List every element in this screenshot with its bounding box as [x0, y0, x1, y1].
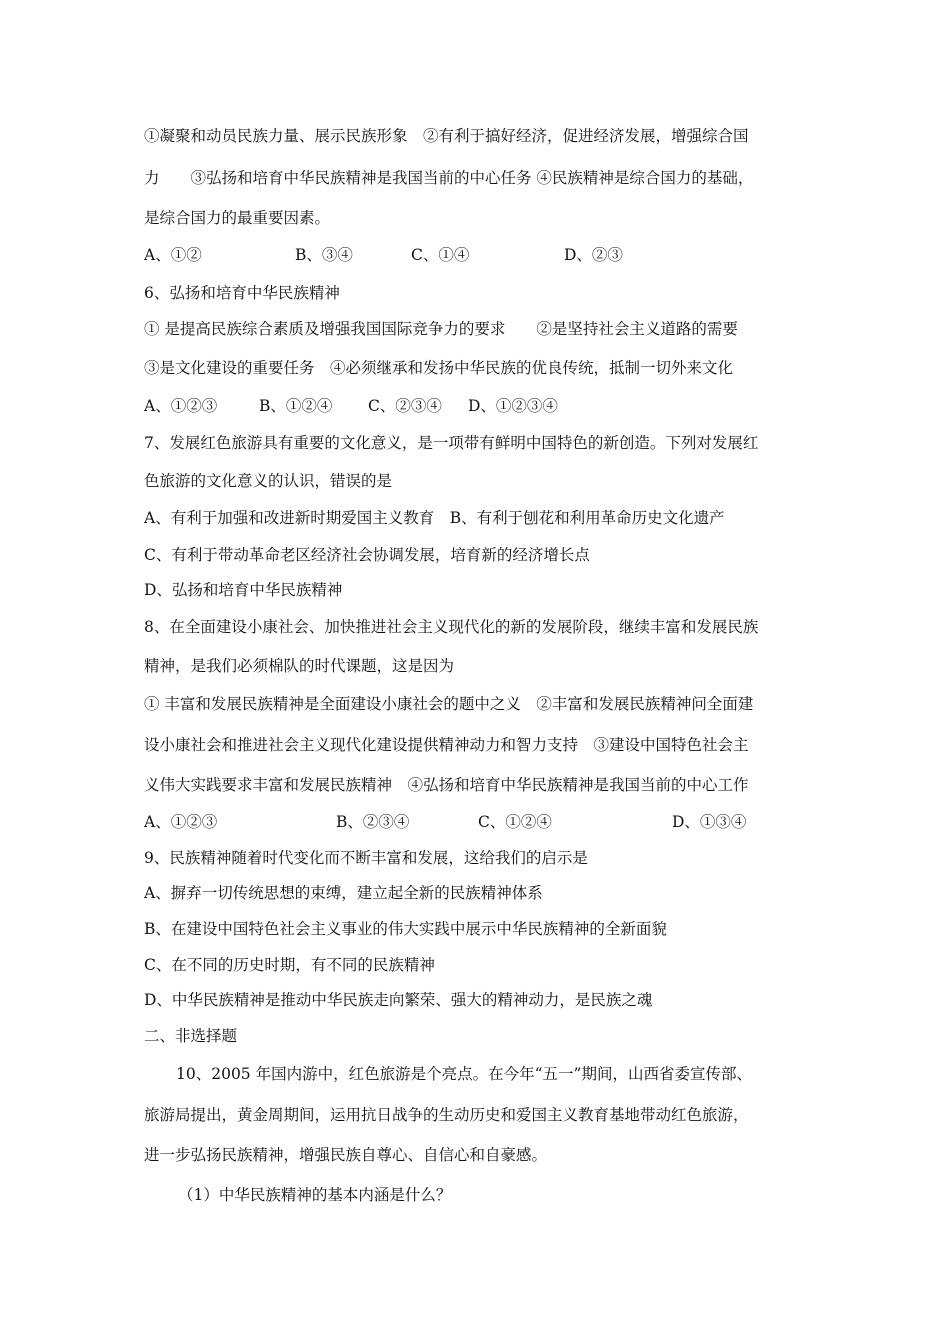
- q8-options: [144, 812, 810, 832]
- q5-statement-line-1: ①凝聚和动员民族力量、展示民族形象 ②有利于搞好经济，促进经济发展，增强综合国: [144, 127, 749, 145]
- q6-statement-line-1: ① 是提高民族综合素质及增强我国国际竞争力的要求 ②是坚持社会主义道路的需要: [144, 320, 738, 338]
- q6-statement-line-2: ③是文化建设的重要任务 ④必须继承和发扬中华民族的优良传统，抵制一切外来文化: [144, 359, 734, 377]
- q6-option-c: C、②③④: [368, 397, 442, 415]
- q10-stem-line-3: 进一步弘扬民族精神，增强民族自尊心、自信心和自豪感。: [144, 1146, 548, 1164]
- q8-stem-line-2: 精神，是我们必须棉队的时代课题，这是因为: [144, 657, 455, 675]
- q7-option-c: C、有利于带动革命老区经济社会协调发展，培育新的经济增长点: [144, 546, 590, 564]
- q8-option-d: D、①③④: [672, 813, 747, 831]
- q8-statement-line-3: 义伟大实践要求丰富和发展民族精神 ④弘扬和培育中华民族精神是我国当前的中心工作: [144, 776, 749, 794]
- q8-statement-line-1: ① 丰富和发展民族精神是全面建设小康社会的题中之义 ②丰富和发展民族精神问全面建: [144, 695, 754, 713]
- q8-statement-line-2: 设小康社会和推进社会主义现代化建设提供精神动力和智力支持 ③建设中国特色社会主: [144, 736, 749, 754]
- q7-stem-line-2: 色旅游的文化意义的认识，错误的是: [144, 472, 393, 490]
- q8-option-c: C、①②④: [478, 813, 552, 831]
- q6-options: [144, 396, 810, 416]
- q7-stem-line-1: 7、发展红色旅游具有重要的文化意义，是一项带有鲜明中国特色的新创造。下列对发展红: [144, 434, 759, 452]
- q9-option-c: C、在不同的历史时期，有不同的民族精神: [144, 956, 435, 974]
- q10-stem-line-2: 旅游局提出，黄金周期间，运用抗日战争的生动历史和爱国主义教育基地带动红色旅游，: [144, 1106, 749, 1124]
- q5-options: [144, 245, 810, 265]
- q6-stem: 6、弘扬和培育中华民族精神: [144, 284, 340, 302]
- q8-stem-line-1: 8、在全面建设小康社会、加快推进社会主义现代化的新的发展阶段，继续丰富和发展民族: [144, 618, 759, 636]
- q6-option-b: B、①②④: [259, 397, 333, 415]
- q7-option-d: D、弘扬和培育中华民族精神: [144, 581, 343, 599]
- q5-option-d: D、②③: [564, 246, 623, 264]
- q9-option-d: D、中华民族精神是推动中华民族走向繁荣、强大的精神动力，是民族之魂: [144, 991, 653, 1009]
- q10-stem-line-1: 10、2005 年国内游中，红色旅游是个亮点。在今年“五一”期间，山西省委宣传部、: [176, 1065, 752, 1083]
- q7-options-ab: A、有利于加强和改进新时期爱国主义教育 B、有利于刨花和利用革命历史文化遗产: [144, 509, 725, 527]
- q8-option-a: A、①②③: [144, 813, 218, 831]
- q9-option-b: B、在建设中国特色社会主义事业的伟大实践中展示中华民族精神的全新面貌: [144, 920, 667, 938]
- q5-statement-line-2: 力 ③弘扬和培育中华民族精神是我国当前的中心任务 ④民族精神是综合国力的基础，: [144, 169, 754, 187]
- q10-subquestion-1: （1）中华民族精神的基本内涵是什么？: [178, 1186, 452, 1204]
- section-heading: 二、非选择题: [144, 1027, 238, 1045]
- q5-option-a: A、①②: [144, 246, 202, 264]
- q5-statement-line-3: 是综合国力的最重要因素。: [144, 209, 331, 227]
- q6-option-d: D、①②③④: [468, 397, 558, 415]
- q5-option-b: B、③④: [295, 246, 353, 264]
- q8-option-b: B、②③④: [336, 813, 410, 831]
- q5-option-c: C、①④: [411, 246, 470, 264]
- q9-option-a: A、摒弃一切传统思想的束缚，建立起全新的民族精神体系: [144, 884, 543, 902]
- q6-option-a: A、①②③: [144, 397, 218, 415]
- q9-stem: 9、民族精神随着时代变化而不断丰富和发展，这给我们的启示是: [144, 849, 588, 867]
